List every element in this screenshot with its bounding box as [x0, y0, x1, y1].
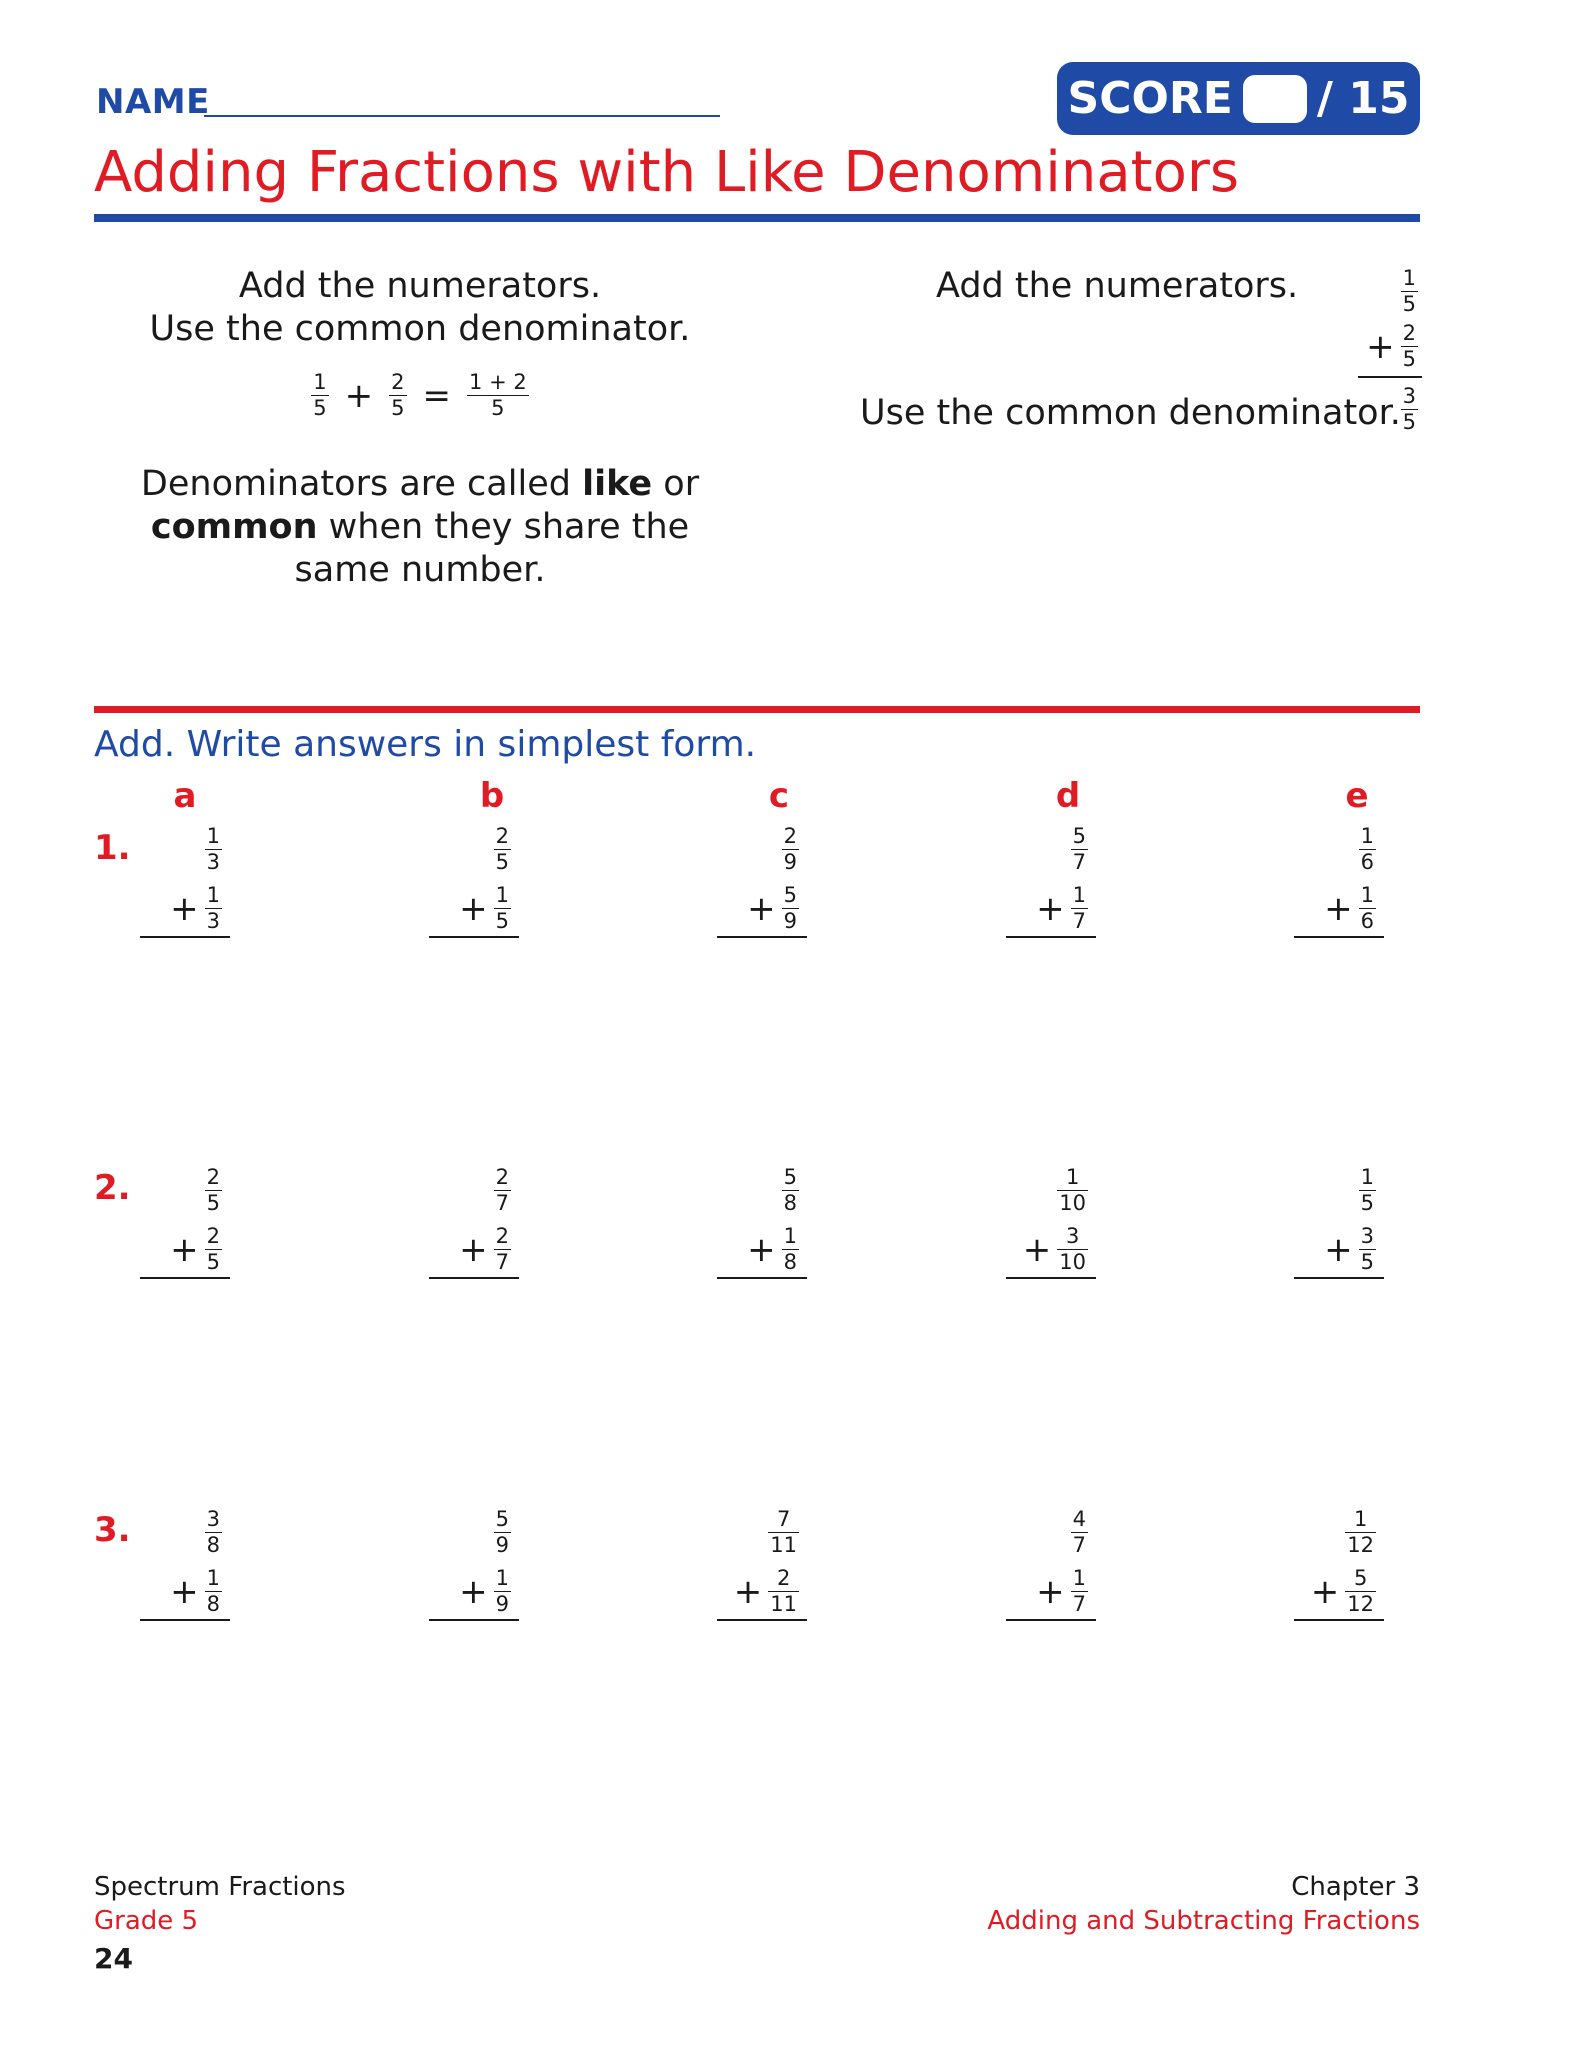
problem-1d	[1006, 826, 1096, 938]
page-title: Adding Fractions with Like Denominators	[94, 140, 1240, 205]
footer-chapter-title: Adding and Subtracting Fractions	[987, 1906, 1420, 1936]
right-step-add-numerators: Add the numerators.	[936, 266, 1299, 306]
column-label-e: e	[1345, 776, 1369, 816]
addend-fraction: $\frac{2}{5}$	[206, 1224, 220, 1274]
row-label-2: 2.	[94, 1168, 131, 1208]
plus-sign: +	[1324, 1229, 1353, 1270]
addend-fraction: $\frac{5}{9}$	[783, 883, 797, 933]
addend-fraction: $\frac{1}{8}$	[783, 1224, 797, 1274]
plus-sign: +	[1310, 1571, 1340, 1612]
column-label-d: d	[1055, 776, 1081, 816]
top-fraction: $\frac{1}{5}$	[1360, 1165, 1374, 1215]
top-fraction: $\frac{4}{7}$	[1072, 1507, 1086, 1557]
score-total: / 15	[1316, 73, 1410, 124]
footer-chapter: Chapter 3	[1291, 1872, 1420, 1902]
step-common-denominator: Use the common denominator.	[149, 309, 691, 349]
plus-sign: +	[170, 888, 199, 929]
problem-3e	[1294, 1509, 1384, 1621]
answer-line[interactable]	[140, 1568, 230, 1621]
addend-fraction: $\frac{5}{12}$	[1347, 1566, 1374, 1616]
top-fraction: $\frac{5}{7}$	[1072, 824, 1086, 874]
column-label-a: a	[173, 776, 197, 816]
explanation-steps	[120, 265, 720, 351]
term-common: common	[150, 507, 318, 547]
vertical-answer-fraction: $\frac{3}{5}$	[1402, 384, 1416, 434]
answer-line[interactable]	[140, 1226, 230, 1279]
plus-sign: +	[459, 1229, 488, 1270]
plus-sign: +	[344, 375, 374, 416]
problem-1a	[140, 826, 230, 938]
answer-line[interactable]	[1006, 1568, 1096, 1621]
answer-line[interactable]	[717, 1568, 807, 1621]
addend-fraction: $\frac{1}{9}$	[495, 1566, 509, 1616]
answer-line[interactable]	[1294, 1226, 1384, 1279]
answer-line[interactable]	[717, 1226, 807, 1279]
top-fraction: $\frac{5}{9}$	[495, 1507, 509, 1557]
term-like: like	[582, 464, 653, 504]
top-fraction: $\frac{2}{9}$	[783, 824, 797, 874]
column-label-c: c	[768, 776, 790, 816]
plus-sign: +	[170, 1229, 199, 1270]
addend-fraction: $\frac{3}{10}$	[1059, 1224, 1086, 1274]
exercise-instruction: Add. Write answers in simplest form.	[94, 724, 757, 765]
answer-line[interactable]	[429, 1226, 519, 1279]
answer-line[interactable]	[429, 885, 519, 938]
step-add-numerators: Add the numerators.	[238, 266, 602, 306]
answer-line[interactable]	[1006, 885, 1096, 938]
vertical-top-fraction: $\frac{1}{5}$	[1402, 266, 1416, 316]
addend-fraction: $\frac{1}{7}$	[1072, 1566, 1086, 1616]
addend-fraction: $\frac{3}{5}$	[1360, 1224, 1374, 1274]
addend-fraction: $\frac{1}{3}$	[206, 883, 220, 933]
addend-fraction: $\frac{1}{5}$	[495, 883, 509, 933]
vertical-addend-fraction: $\frac{2}{5}$	[1402, 321, 1416, 371]
plus-sign: +	[459, 888, 488, 929]
title-divider	[94, 214, 1420, 222]
problem-2b	[429, 1167, 519, 1279]
answer-line[interactable]	[140, 885, 230, 938]
top-fraction: $\frac{2}{5}$	[495, 824, 509, 874]
name-write-line[interactable]	[204, 115, 720, 117]
footer-grade: Grade 5	[94, 1906, 199, 1936]
equals-sign: =	[422, 375, 452, 416]
definition-text: Denominators are called like or common when they share the same number.	[140, 464, 700, 590]
addend-fraction: $\frac{1}{7}$	[1072, 883, 1086, 933]
answer-line[interactable]	[429, 1568, 519, 1621]
answer-line[interactable]	[1006, 1226, 1096, 1279]
score-box	[1057, 62, 1420, 135]
vertical-example	[1358, 268, 1422, 433]
plus-sign: +	[1036, 888, 1065, 929]
problem-2e	[1294, 1167, 1384, 1279]
problem-2d	[1006, 1167, 1096, 1279]
answer-line[interactable]	[1294, 885, 1384, 938]
column-label-b: b	[479, 776, 505, 816]
example-fraction-a: $\frac{1}{5}$	[313, 370, 327, 420]
top-fraction: $\frac{1}{6}$	[1360, 824, 1374, 874]
name-label: NAME	[96, 82, 210, 122]
addend-fraction: $\frac{2}{11}$	[770, 1566, 797, 1616]
example-result-fraction: $\frac{1 + 2}{5}$	[469, 370, 527, 420]
problem-1e	[1294, 826, 1384, 938]
section-divider	[94, 706, 1420, 713]
top-fraction: $\frac{2}{7}$	[495, 1165, 509, 1215]
plus-sign: +	[1022, 1229, 1052, 1270]
problem-3d	[1006, 1509, 1096, 1621]
problem-1c	[717, 826, 807, 938]
problem-1b	[429, 826, 519, 938]
plus-sign: +	[1324, 888, 1353, 929]
row-label-3: 3.	[94, 1510, 131, 1550]
addend-fraction: $\frac{2}{7}$	[495, 1224, 509, 1274]
page-number: 24	[94, 1942, 133, 1975]
problem-3a	[140, 1509, 230, 1621]
example-fraction-b: $\frac{2}{5}$	[391, 370, 405, 420]
top-fraction: $\frac{1}{12}$	[1347, 1507, 1374, 1557]
footer-book-title: Spectrum Fractions	[94, 1872, 346, 1902]
problem-2c	[717, 1167, 807, 1279]
plus-sign: +	[747, 888, 776, 929]
right-step-common-denominator: Use the common denominator.	[860, 393, 1401, 433]
top-fraction: $\frac{2}{5}$	[206, 1165, 220, 1215]
plus-sign: +	[170, 1571, 199, 1612]
top-fraction: $\frac{5}{8}$	[783, 1165, 797, 1215]
score-label: SCORE	[1067, 73, 1233, 124]
answer-line[interactable]	[717, 885, 807, 938]
plus-sign: +	[459, 1571, 488, 1612]
top-fraction: $\frac{1}{3}$	[206, 824, 220, 874]
score-input-slot[interactable]	[1243, 75, 1307, 123]
top-fraction: $\frac{1}{10}$	[1059, 1165, 1086, 1215]
example-equation	[170, 372, 670, 419]
answer-line[interactable]	[1294, 1568, 1384, 1621]
plus-sign: +	[747, 1229, 776, 1270]
addend-fraction: $\frac{1}{8}$	[206, 1566, 220, 1616]
top-fraction: $\frac{3}{8}$	[206, 1507, 220, 1557]
row-label-1: 1.	[94, 828, 131, 868]
plus-sign: +	[733, 1571, 763, 1612]
top-fraction: $\frac{7}{11}$	[770, 1507, 797, 1557]
problem-3b	[429, 1509, 519, 1621]
problem-2a	[140, 1167, 230, 1279]
plus-sign: +	[1036, 1571, 1065, 1612]
plus-sign: +	[1366, 326, 1395, 367]
addend-fraction: $\frac{1}{6}$	[1360, 883, 1374, 933]
problem-3c	[717, 1509, 807, 1621]
